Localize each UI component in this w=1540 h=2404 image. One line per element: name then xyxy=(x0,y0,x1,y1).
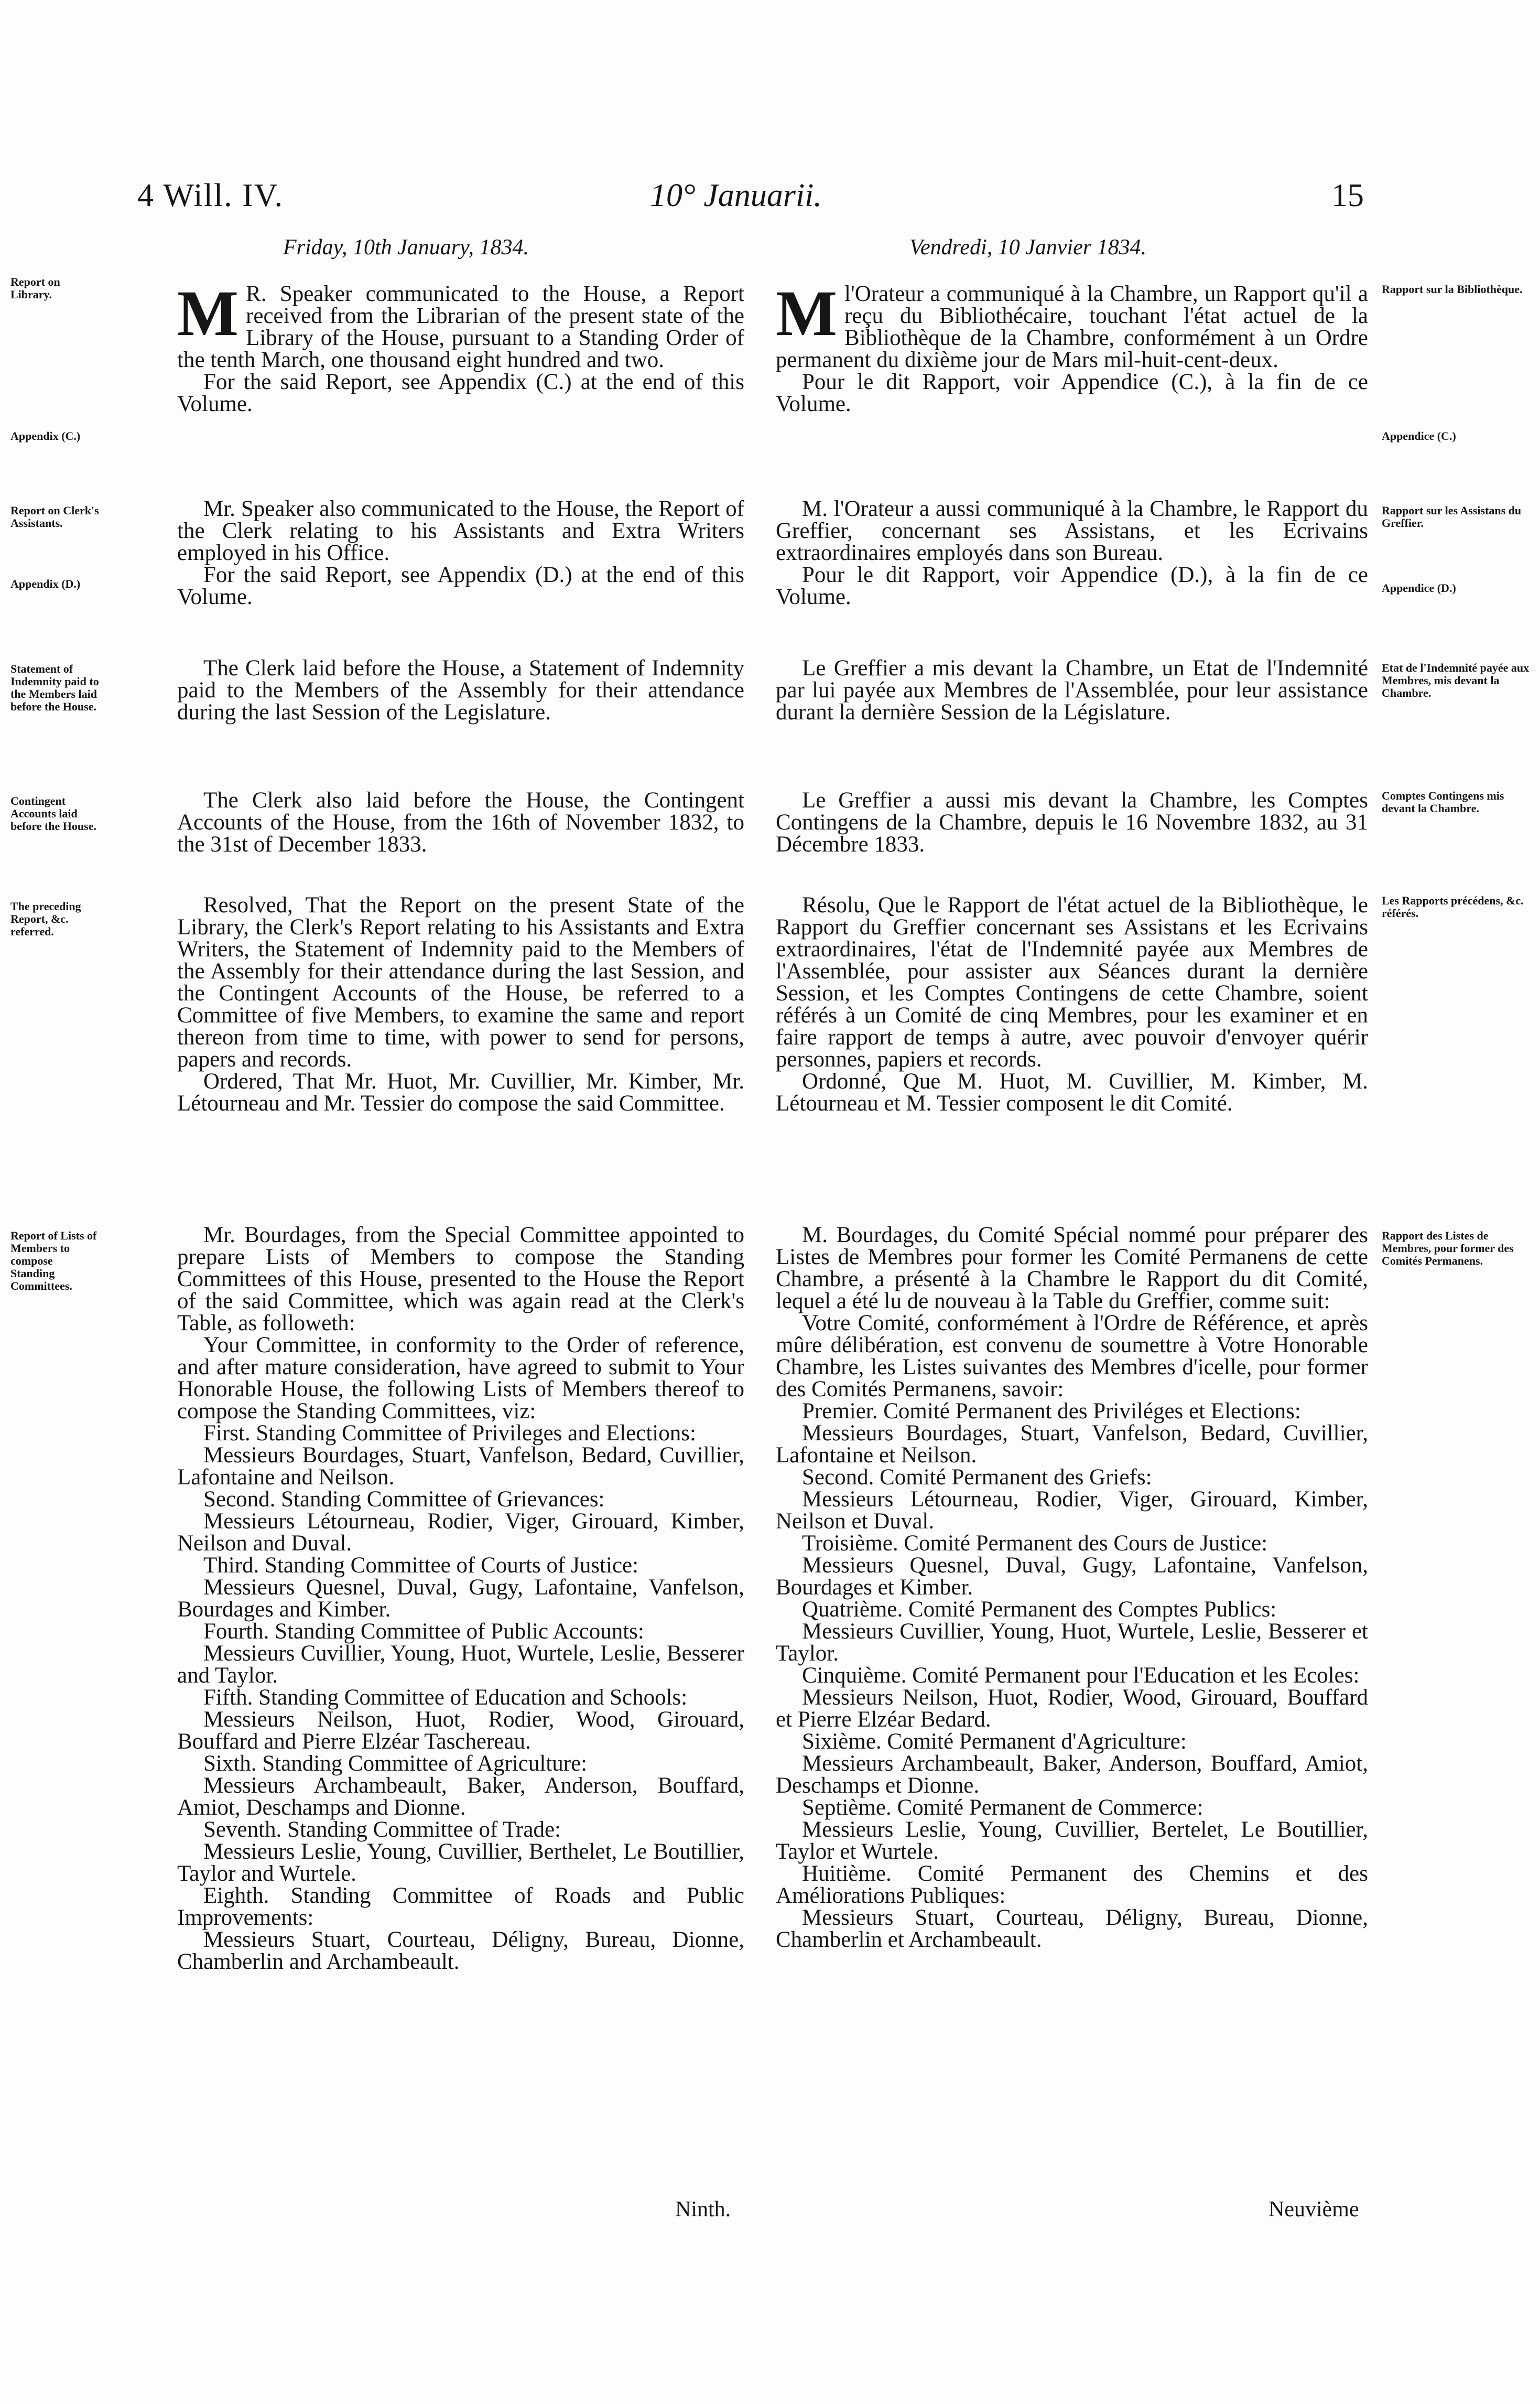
fr-committee: Sixième. Comité Permanent d'Agriculture: xyxy=(802,1729,1187,1754)
fr-block-library xyxy=(776,277,1368,416)
margin-note-en: Report of Lists of Members to compose Standing Committees. xyxy=(10,1229,97,1292)
fr-paragraph: Pour le dit Rapport, voir Appendice (C.), à la fin de ce Volume. xyxy=(776,370,1368,416)
fr-committee: Cinquième. Comité Permanent pour l'Education et les Ecoles: xyxy=(802,1663,1360,1688)
fr-members: Messieurs Létourneau, Rodier, Viger, Girouard, Kimber, Neilson et Duval. xyxy=(776,1487,1368,1534)
margin-note-en: Statement of Indemnity paid to the Members laid before the House. xyxy=(10,662,99,713)
en-paragraph: R. Speaker communicated to the House, a Report received from the Librarian of the present state of the Library of the House, pursuant to a Standing Order of the tenth March, one thousand eight hundred and two. xyxy=(177,282,744,372)
en-paragraph: For the said Report, see Appendix (D.) at the end of this Volume. xyxy=(177,563,744,609)
page-number: 15 xyxy=(1331,178,1364,213)
en-committee: Eighth. Standing Committee of Roads and Public Improvements: xyxy=(177,1883,744,1930)
fr-paragraph: Votre Comité, conformément à l'Ordre de Référence, et après mûre délibération, est convenu de soumettre à Votre Honorable Chambre, les Listes suivantes des Membres d'icelle, pour former des Comités Permanens, savoir: xyxy=(776,1311,1368,1402)
margin-note-en: Contingent Accounts laid before the House. xyxy=(10,794,96,833)
fr-block-clerk xyxy=(776,498,1368,608)
fr-paragraph: Le Greffier a aussi mis devant la Chambre, les Comptes Contingens de la Chambre, depuis le 16 Novembre 1832, au 31 Décembre 1833. xyxy=(776,788,1368,857)
fr-committee: Second. Comité Permanent des Griefs: xyxy=(802,1465,1152,1490)
en-committee: Sixth. Standing Committee of Agriculture: xyxy=(203,1751,588,1776)
drop-cap: M xyxy=(177,277,239,349)
en-members: Messieurs Stuart, Courteau, Déligny, Bureau, Dionne, Chamberlin and Archambeault. xyxy=(177,1927,744,1974)
en-paragraph: Mr. Speaker also communicated to the House, the Report of the Clerk relating to his Assistants and Extra Writers employed in his Office. xyxy=(177,497,744,565)
margin-note-en: Report on Clerk's Assistants. xyxy=(10,504,99,530)
en-members: Messieurs Archambeault, Baker, Anderson, Bouffard, Amiot, Deschamps and Dionne. xyxy=(177,1773,744,1820)
fr-block-indemnity xyxy=(776,657,1368,724)
en-block-accounts xyxy=(177,790,744,856)
margin-note-fr: Rapport des Listes de Membres, pour former des Comités Permanens. xyxy=(1382,1229,1514,1267)
fr-committee: Premier. Comité Permanent des Priviléges et Elections: xyxy=(802,1399,1301,1424)
en-paragraph: The Clerk laid before the House, a Statement of Indemnity paid to the Members of the Assembly for their attendance during the last Session of the Legislature. xyxy=(177,656,744,725)
fr-committee: Huitième. Comité Permanent des Chemins et des Améliorations Publiques: xyxy=(776,1861,1368,1908)
en-committee: Second. Standing Committee of Grievances: xyxy=(203,1487,605,1512)
en-committee: Third. Standing Committee of Courts of Justice: xyxy=(203,1553,639,1578)
en-committee: Seventh. Standing Committee of Trade: xyxy=(203,1817,561,1842)
margin-note-en: Report on Library. xyxy=(10,275,60,301)
en-members: Messieurs Leslie, Young, Cuvillier, Berthelet, Le Boutillier, Taylor and Wurtele. xyxy=(177,1839,744,1886)
margin-note-en: Appendix (D.) xyxy=(10,577,81,590)
drop-cap: M xyxy=(776,277,838,349)
fr-committee: Troisième. Comité Permanent des Cours de Justice: xyxy=(802,1531,1268,1556)
en-members: Messieurs Bourdages, Stuart, Vanfelson, Bedard, Cuvillier, Lafontaine and Neilson. xyxy=(177,1443,744,1490)
fr-members: Messieurs Quesnel, Duval, Gugy, Lafontaine, Vanfelson, Bourdages et Kimber. xyxy=(776,1553,1368,1600)
date-heading-en: Friday, 10th January, 1834. xyxy=(283,235,529,260)
en-block-clerk xyxy=(177,498,744,608)
en-members: Messieurs Quesnel, Duval, Gugy, Lafontaine, Vanfelson, Bourdages and Kimber. xyxy=(177,1575,744,1622)
en-members: Messieurs Létourneau, Rodier, Viger, Girouard, Kimber, Neilson and Duval. xyxy=(177,1509,744,1556)
en-paragraph: Your Committee, in conformity to the Order of reference, and after mature consideration, have agreed to submit to Your Honorable House, the following Lists of Members thereof to compose the Standing Committees, viz: xyxy=(177,1333,744,1424)
en-block-committees xyxy=(177,1224,744,1973)
en-block-indemnity xyxy=(177,657,744,724)
en-paragraph: For the said Report, see Appendix (C.) at the end of this Volume. xyxy=(177,370,744,416)
en-committee: Fourth. Standing Committee of Public Accounts: xyxy=(203,1619,644,1644)
date-heading-fr: Vendredi, 10 Janvier 1834. xyxy=(909,235,1147,260)
en-paragraph: Mr. Bourdages, from the Special Committee appointed to prepare Lists of Members to compose the Standing Committees of this House, presented to the House the Report of the said Committee, which was again read at the Clerk's Table, as followeth: xyxy=(177,1223,744,1335)
en-paragraph: The Clerk also laid before the House, the Contingent Accounts of the House, from the 16th of November 1832, to the 31st of December 1833. xyxy=(177,788,744,857)
fr-paragraph: M. Bourdages, du Comité Spécial nommé pour préparer des Listes de Membres pour former les Comité Permanens de cette Chambre, a présenté à la Chambre le Rapport du dit Comité, lequel a été lu de nouveau à la Table du Greffier, comme suit: xyxy=(776,1223,1368,1313)
fr-paragraph: Pour le dit Rapport, voir Appendice (D.), à la fin de ce Volume. xyxy=(776,563,1368,609)
fr-paragraph: Ordonné, Que M. Huot, M. Cuvillier, M. Kimber, M. Létourneau et M. Tessier composent le dit Comité. xyxy=(776,1069,1368,1116)
en-block-library xyxy=(177,277,744,416)
fr-members: Messieurs Stuart, Courteau, Déligny, Bureau, Dionne, Chamberlin et Archambeault. xyxy=(776,1905,1368,1952)
margin-note-fr: Comptes Contingens mis devant la Chambre. xyxy=(1382,789,1504,815)
fr-block-resolution xyxy=(776,894,1368,1115)
margin-note-en: Appendix (C.) xyxy=(10,429,81,443)
en-committee: First. Standing Committee of Privileges and Elections: xyxy=(203,1421,696,1446)
fr-paragraph: Résolu, Que le Rapport de l'état actuel de la Bibliothèque, le Rapport du Greffier concernant ses Assistans et les Ecrivains extraordinaires, l'état de l'Indemnité payée aux Membres de l'Assemblée, pour assister aux Séances durant la dernière Session, et les Comptes Contingens de cette Chambre, soient référés à un Comité de cinq Membres, pour les examiner et en faire rapport de temps à autre, avec pouvoir d'envoyer quérir personnes, papiers et records. xyxy=(776,893,1368,1072)
catchword-en: Ninth. xyxy=(675,2197,731,2222)
en-paragraph: Resolved, That the Report on the present State of the Library, the Clerk's Report relating to his Assistants and Extra Writers, the Statement of Indemnity paid to the Members of the Assembly for their attendance during the last Session, and the Contingent Accounts of the House, be referred to a Committee of five Members, to examine the same and report thereon from time to time, with power to send for persons, papers and records. xyxy=(177,893,744,1072)
margin-note-fr: Rapport sur les Assistans du Greffier. xyxy=(1382,504,1522,530)
fr-block-accounts xyxy=(776,790,1368,856)
fr-paragraph: Le Greffier a mis devant la Chambre, un Etat de l'Indemnité par lui payée aux Membres de l'Assemblée, pour leur assistance durant la dernière Session de la Législature. xyxy=(776,656,1368,725)
running-head-regnal-year: 4 Will. IV. xyxy=(137,178,284,213)
margin-note-fr: Rapport sur la Bibliothèque. xyxy=(1382,283,1523,296)
en-committee: Fifth. Standing Committee of Education and Schools: xyxy=(203,1685,688,1710)
fr-members: Messieurs Cuvillier, Young, Huot, Wurtele, Leslie, Besserer et Taylor. xyxy=(776,1619,1368,1666)
fr-members: Messieurs Archambeault, Baker, Anderson, Bouffard, Amiot, Deschamps et Dionne. xyxy=(776,1751,1368,1798)
fr-members: Messieurs Neilson, Huot, Rodier, Wood, Girouard, Bouffard et Pierre Elzéar Bedard. xyxy=(776,1685,1368,1732)
fr-members: Messieurs Leslie, Young, Cuvillier, Bertelet, Le Boutillier, Taylor et Wurtele. xyxy=(776,1817,1368,1864)
margin-note-fr: Appendice (C.) xyxy=(1382,429,1456,443)
margin-note-fr: Appendice (D.) xyxy=(1382,581,1456,595)
fr-committee: Quatrième. Comité Permanent des Comptes Publics: xyxy=(802,1597,1277,1622)
en-paragraph: Ordered, That Mr. Huot, Mr. Cuvillier, Mr. Kimber, Mr. Létourneau and Mr. Tessier do compose the said Committee. xyxy=(177,1069,744,1116)
en-members: Messieurs Neilson, Huot, Rodier, Wood, Girouard, Bouffard and Pierre Elzéar Taschereau. xyxy=(177,1707,744,1754)
en-members: Messieurs Cuvillier, Young, Huot, Wurtele, Leslie, Besserer and Taylor. xyxy=(177,1641,744,1688)
fr-paragraph: M. l'Orateur a aussi communiqué à la Chambre, le Rapport du Greffier, concernant ses Assistans, et les Ecrivains extraordinaires employés dans son Bureau. xyxy=(776,497,1368,565)
en-block-resolution xyxy=(177,894,744,1115)
fr-block-committees xyxy=(776,1224,1368,1951)
catchword-fr: Neuvième xyxy=(1268,2197,1359,2222)
fr-committee: Septième. Comité Permanent de Commerce: xyxy=(802,1795,1203,1820)
fr-members: Messieurs Bourdages, Stuart, Vanfelson, Bedard, Cuvillier, Lafontaine et Neilson. xyxy=(776,1421,1368,1468)
fr-paragraph: l'Orateur a communiqué à la Chambre, un Rapport qu'il a reçu du Bibliothécaire, touchant l'état actuel de la Bibliothèque de la Chambre, conformément à un Ordre permanent du dixième jour de Mars mil-huit-cent-deux. xyxy=(776,282,1368,372)
margin-note-fr: Les Rapports précédens, &c. référés. xyxy=(1382,894,1524,920)
margin-note-fr: Etat de l'Indemnité payée aux Membres, mis devant la Chambre. xyxy=(1382,661,1530,699)
running-head-date: 10° Januarii. xyxy=(650,178,822,213)
margin-note-en: The preceding Report, &c. referred. xyxy=(10,900,81,938)
